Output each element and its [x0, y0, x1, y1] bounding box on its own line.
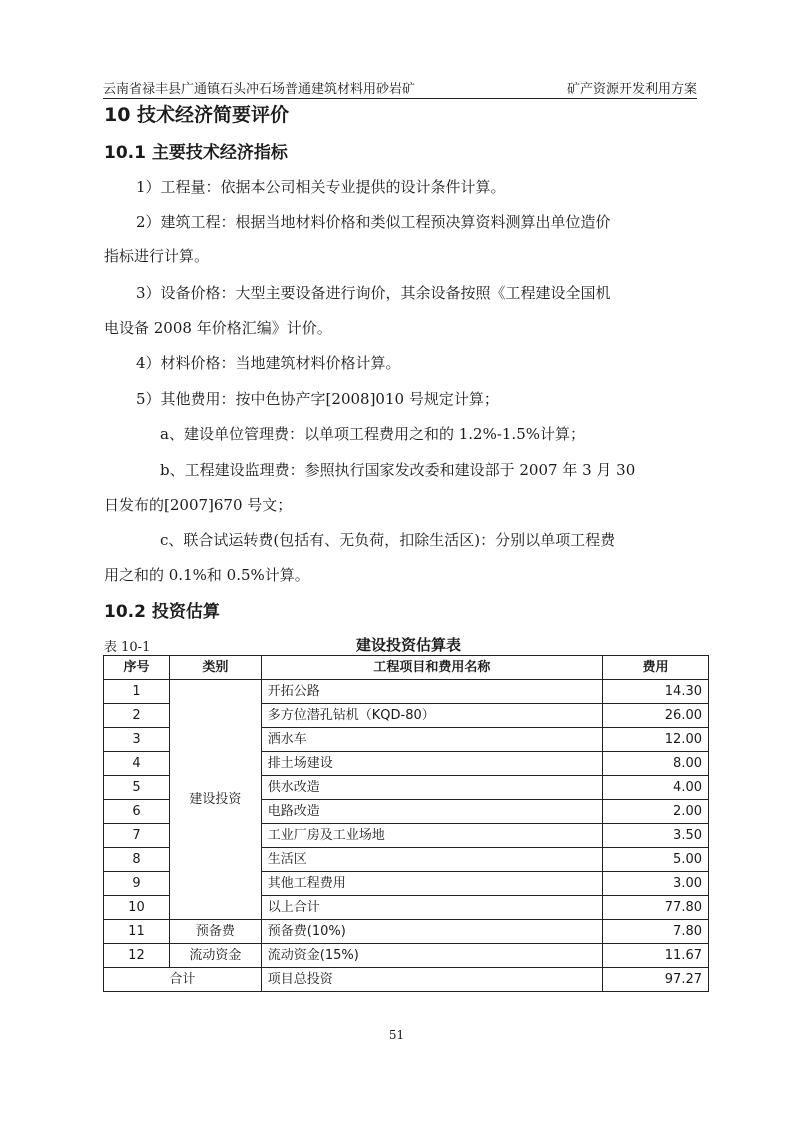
row-number: 9: [104, 872, 170, 896]
investment-table: [103, 655, 709, 992]
item-name: 开拓公路: [261, 680, 602, 704]
paragraph-line: 3）设备价格：大型主要设备进行询价，其余设备按照《工程建设全国机: [136, 284, 611, 302]
row-number: 6: [104, 800, 170, 824]
paragraph-line: b、工程建设监理费：参照执行国家发改委和建设部于 2007 年 3 月 30: [160, 461, 636, 479]
item-name: 洒水车: [261, 728, 602, 752]
item-cost: 11.67: [603, 944, 709, 968]
item-cost: 7.80: [603, 920, 709, 944]
header-cell-cost: 费用: [603, 656, 709, 680]
page-number: 51: [388, 1028, 405, 1042]
item-cost: 8.00: [603, 752, 709, 776]
item-name: 生活区: [261, 848, 602, 872]
table-header-row: [104, 656, 709, 680]
item-name: 以上合计: [261, 896, 602, 920]
item-cost: 3.00: [603, 872, 709, 896]
item-cost: 3.50: [603, 824, 709, 848]
item-name: 其他工程费用: [261, 872, 602, 896]
table-number: 表 10-1: [104, 640, 151, 655]
paragraph-line: 5）其他费用：按中色协产字[2008]010 号规定计算；: [136, 390, 499, 408]
category-cell-construction: 建设投资: [169, 680, 261, 920]
total-label: 合计: [104, 968, 262, 992]
section-title: 10 技术经济简要评价: [104, 104, 290, 126]
header-cell-category: 类别: [169, 656, 261, 680]
row-number: 5: [104, 776, 170, 800]
item-name: 预备费(10%): [261, 920, 602, 944]
header-project-name: 云南省禄丰县广通镇石头冲石场普通建筑材料用砂岩矿: [103, 82, 416, 97]
item-name: 流动资金(15%): [261, 944, 602, 968]
paragraph-line: 指标进行计算。: [104, 247, 210, 265]
item-name: 多方位潜孔钻机（KQD-80）: [261, 704, 602, 728]
category-cell: 预备费: [169, 920, 261, 944]
item-name: 排土场建设: [261, 752, 602, 776]
paragraph-line: 日发布的[2007]670 号文；: [104, 496, 293, 514]
subsection-title-investment: 10.2 投资估算: [104, 602, 220, 622]
row-number: 10: [104, 896, 170, 920]
item-name: 工业厂房及工业场地: [261, 824, 602, 848]
item-cost: 4.00: [603, 776, 709, 800]
row-number: 12: [104, 944, 170, 968]
table-title: 建设投资估算表: [356, 636, 462, 654]
row-number: 1: [104, 680, 170, 704]
paragraph-line: 用之和的 0.1%和 0.5%计算。: [104, 566, 310, 584]
table-row-total: [104, 968, 709, 992]
paragraph-line: 电设备 2008 年价格汇编》计价。: [104, 319, 332, 337]
subsection-title-indicators: 10.1 主要技术经济指标: [104, 143, 288, 163]
paragraph-line: 1）工程量：依据本公司相关专业提供的设计条件计算。: [136, 178, 506, 196]
row-number: 7: [104, 824, 170, 848]
row-number: 8: [104, 848, 170, 872]
paragraph-line: 2）建筑工程：根据当地材料价格和类似工程预决算资料测算出单位造价: [136, 213, 611, 231]
paragraph-line: 4）材料价格：当地建筑材料价格计算。: [136, 354, 401, 372]
item-cost: 77.80: [603, 896, 709, 920]
item-cost: 2.00: [603, 800, 709, 824]
table-row-contingency: [104, 920, 709, 944]
row-number: 4: [104, 752, 170, 776]
row-number: 3: [104, 728, 170, 752]
table-row-working-capital: [104, 944, 709, 968]
header-cell-number: 序号: [104, 656, 170, 680]
item-name: 电路改造: [261, 800, 602, 824]
row-number: 11: [104, 920, 170, 944]
row-number: 2: [104, 704, 170, 728]
header-cell-item-name: 工程项目和费用名称: [261, 656, 602, 680]
table-row: [104, 680, 709, 704]
header-doc-title: 矿产资源开发利用方案: [566, 82, 697, 97]
item-cost: 5.00: [603, 848, 709, 872]
total-cost: 97.27: [603, 968, 709, 992]
page-header: [103, 76, 697, 99]
item-cost: 26.00: [603, 704, 709, 728]
category-cell: 流动资金: [169, 944, 261, 968]
paragraph-line: c、联合试运转费(包括有、无负荷，扣除生活区)：分别以单项工程费: [160, 531, 616, 549]
item-cost: 12.00: [603, 728, 709, 752]
paragraph-line: a、建设单位管理费：以单项工程费用之和的 1.2%-1.5%计算；: [160, 425, 585, 443]
item-name: 项目总投资: [261, 968, 602, 992]
item-name: 供水改造: [261, 776, 602, 800]
item-cost: 14.30: [603, 680, 709, 704]
